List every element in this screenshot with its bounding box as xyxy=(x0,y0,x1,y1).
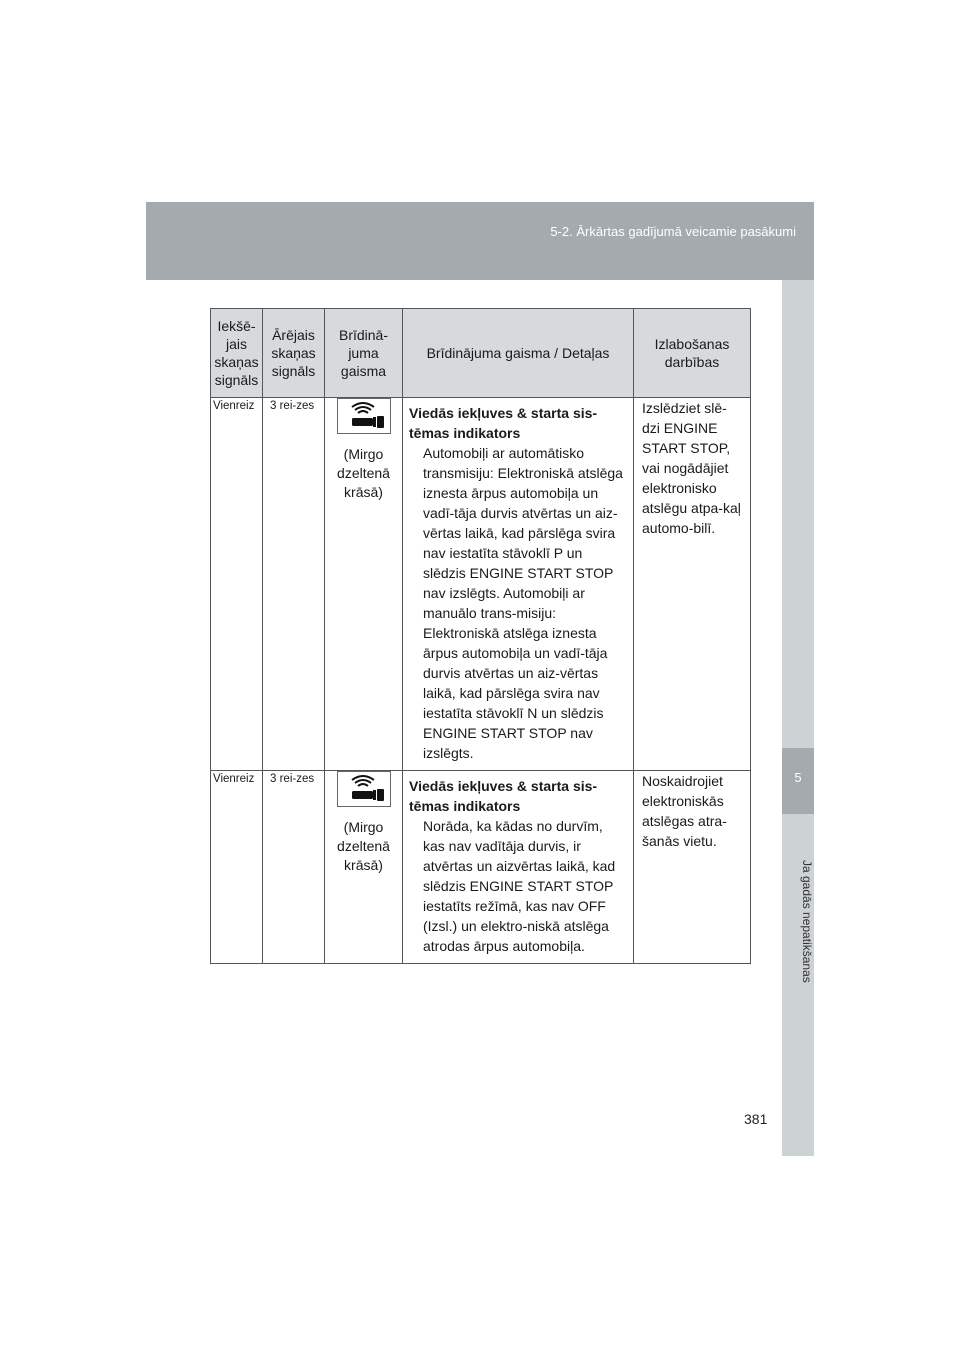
page-number: 381 xyxy=(744,1111,768,1127)
table-header-row xyxy=(211,309,751,398)
details-title: Viedās iekļuves & starta sis-tēmas indikators xyxy=(409,778,598,814)
cell-inner-signal: Vienreiz xyxy=(211,771,263,964)
header-inner-signal: Iekšē-jais skaņas signāls xyxy=(211,309,263,398)
cell-details xyxy=(403,398,634,771)
table-row xyxy=(211,398,751,771)
cell-action: Izslēdziet slē-dzi ENGINE START STOP, vai nogādājiet elektronisko atslēgu atpa-kaļ automo-bilī. xyxy=(634,398,751,771)
cell-warning-light xyxy=(325,398,403,771)
cell-outer-signal: 3 rei-zes xyxy=(263,398,325,771)
light-caption: (Mirgo dzeltenā krāsā) xyxy=(337,819,390,873)
chapter-title: Ja gadās nepatikšanas xyxy=(800,859,814,983)
cell-action: Noskaidrojiet elektroniskās atslēgas atra-šanās vietu. xyxy=(634,771,751,964)
cell-details xyxy=(403,771,634,964)
details-title: Viedās iekļuves & starta sis-tēmas indikators xyxy=(409,405,598,441)
cell-warning-light xyxy=(325,771,403,964)
header-warning-light: Brīdinā-juma gaisma xyxy=(325,309,403,398)
details-text: Norāda, ka kādas no durvīm, kas nav vadītāja durvis, ir atvērtas un aizvērtas laikā, kad slēdzis ENGINE START STOP iestatīts režīmā, kas nav OFF (Izsl.) un elektro-niskā atslēga atrodas ārpus automobiļa. xyxy=(423,818,616,954)
chapter-number: 5 xyxy=(794,770,802,785)
smart-key-icon xyxy=(337,771,391,807)
header-band xyxy=(146,202,814,280)
section-title: 5-2. Ārkārtas gadījumā veicamie pasākumi xyxy=(550,224,796,239)
table-row xyxy=(211,771,751,964)
light-caption: (Mirgo dzeltenā krāsā) xyxy=(337,446,390,500)
cell-outer-signal: 3 rei-zes xyxy=(263,771,325,964)
warning-table xyxy=(210,308,751,964)
details-text: Automobiļi ar automātisko transmisiju: Elektroniskā atslēga iznesta ārpus automobiļa un vadī-tāja durvis atvērtas un aiz-vērtas laikā, kad pārslēga svira nav iestatīta stāvoklī P un slēdzis ENGINE START STOP nav izslēgts. Automobiļi ar manuālo trans-misiju: Elektroniskā atslēga iznesta ārpus automobiļa un vadī-tāja durvis atvērtas un aiz-vērtas laikā, kad pārslēga svira nav iestatīta stāvoklī N un slēdzis ENGINE START STOP nav izslēgts. xyxy=(423,445,623,761)
header-details: Brīdinājuma gaisma / Detaļas xyxy=(403,309,634,398)
cell-inner-signal: Vienreiz xyxy=(211,398,263,771)
side-strip xyxy=(782,280,814,1156)
header-outer-signal: Ārējais skaņas signāls xyxy=(263,309,325,398)
header-action: Izlabošanas darbības xyxy=(634,309,751,398)
smart-key-icon xyxy=(337,398,391,434)
